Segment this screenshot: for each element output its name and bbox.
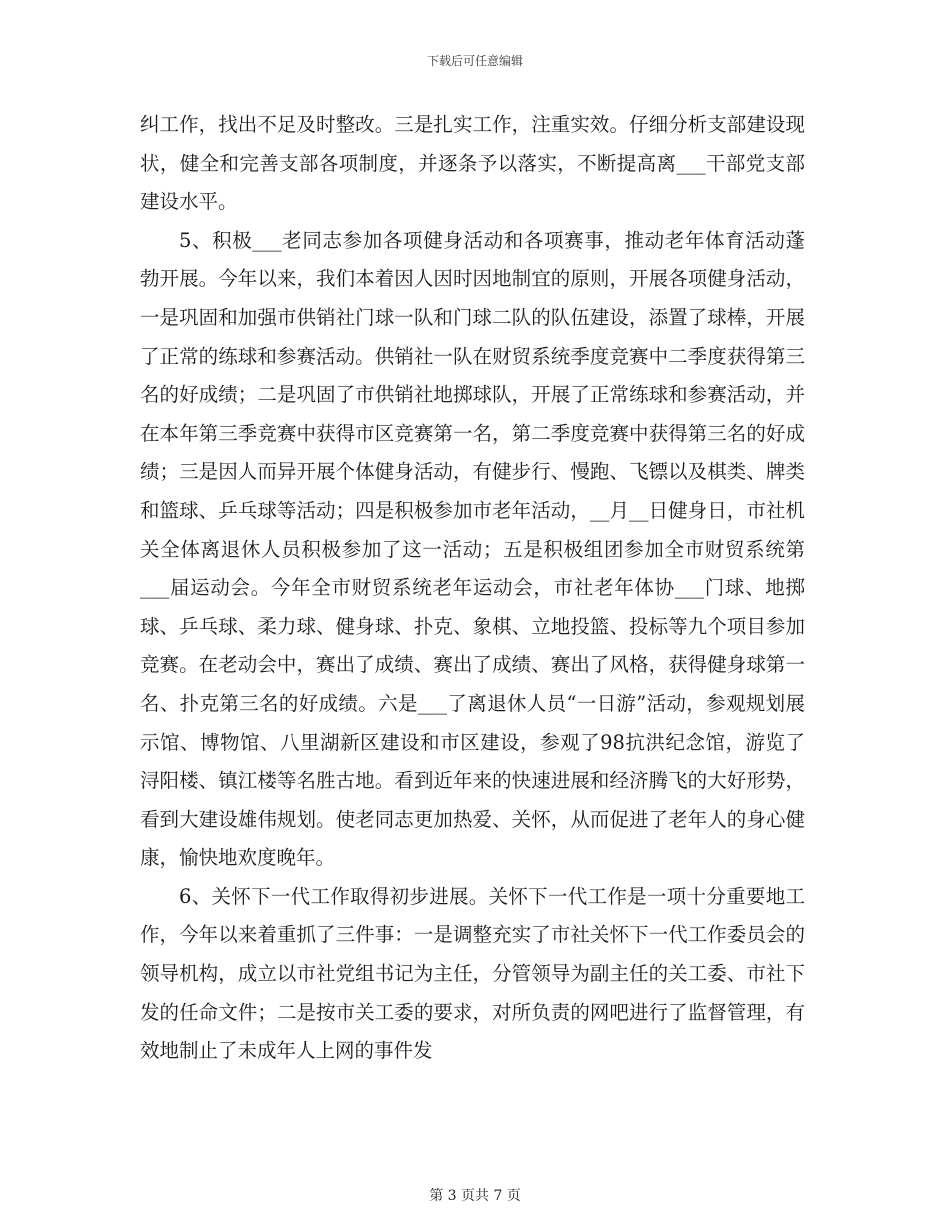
page-number: 第 3 页共 7 页 [429, 1188, 521, 1204]
page-header-note: 下载后可任意编辑 [426, 54, 523, 68]
paragraph-item-6: 6、关怀下一代工作取得初步进展。关怀下一代工作是一项十分重要地工作，今年以来着重抓了三件事：一是调整充实了市社关怀下一代工作委员会的领导机构，成立以市社党组书记为主任，分管领导为副主任的关工委、市社下发的任命文件；二是按市关工委的要求，对所负责的网吧进行了监督管理，有效地制止了未成年人上网的事件发 [140, 884, 805, 1063]
document-body [140, 106, 805, 1071]
paragraph-continuation: 纠工作，找出不足及时整改。三是扎实工作，注重实效。仔细分析支部建设现状，健全和完善支部各项制度，并逐条予以落实，不断提高离___干部党支部建设水平。 [140, 113, 805, 214]
paragraph-item-5: 5、积极___老同志参加各项健身活动和各项赛事，推动老年体育活动蓬勃开展。今年以来，我们本着因人因时因地制宜的原则，开展各项健身活动，一是巩固和加强市供销社门球一队和门球二队的队伍建设，添置了球棒，开展了正常的练球和参赛活动。供销社一队在财贸系统季度竞赛中二季度获得第三名的好成绩；二是巩固了市供销社地掷球队，开展了正常练球和参赛活动，并在本年第三季竞赛中获得市区竞赛第一名，第二季度竞赛中获得第三名的好成绩；三是因人而异开展个体健身活动，有健步行、慢跑、飞镖以及棋类、牌类和篮球、乒乓球等活动；四是积极参加市老年活动，__月__日健身日，市社机关全体离退休人员积极参加了这一活动；五是积极组团参加全市财贸系统第___届运动会。今年全市财贸系统老年运动会，市社老年体协___门球、地掷球、乒乓球、柔力球、健身球、扑克、象棋、立地投篮、投标等九个项目参加竞赛。在老动会中，赛出了成绩、赛出了成绩、赛出了风格，获得健身球第一名、扑克第三名的好成绩。六是___了离退休人员“一日游”活动，参观规划展示馆、博物馆、八里湖新区建设和市区建设，参观了98抗洪纪念馆，游览了浔阳楼、镇江楼等名胜古地。看到近年来的快速进展和经济腾飞的大好形势，看到大建设雄伟规划。使老同志更加热爱、关怀，从而促进了老年人的身心健康，愉快地欢度晚年。 [140, 228, 805, 870]
